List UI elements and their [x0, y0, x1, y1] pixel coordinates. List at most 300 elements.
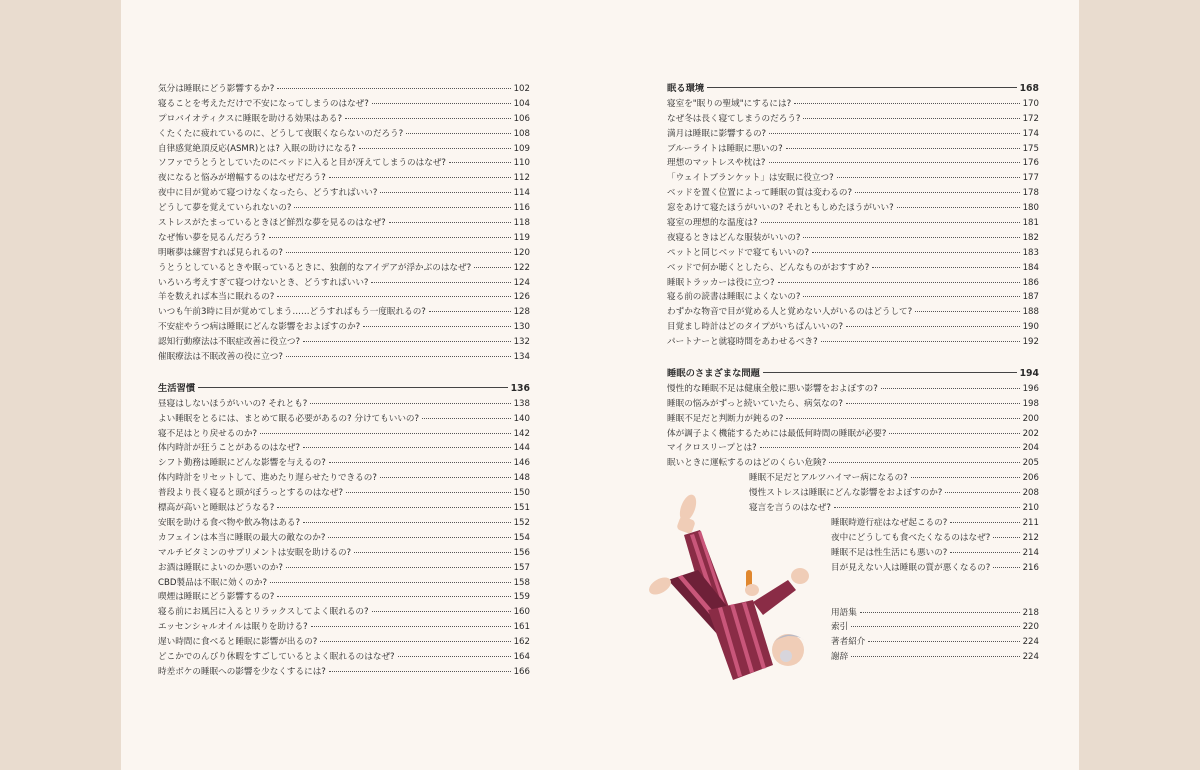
- toc-entry[interactable]: [749, 471, 1039, 486]
- leader-dots: [372, 103, 511, 104]
- toc-entry[interactable]: [667, 156, 1039, 171]
- entry-page: 110: [513, 158, 530, 169]
- entry-title: シフト勤務は睡眠にどんな影響を与えるの?: [158, 458, 326, 469]
- toc-entry[interactable]: [667, 201, 1039, 216]
- leader-dots: [868, 641, 1019, 642]
- leader-dots: [270, 582, 511, 583]
- entry-page: 170: [1022, 98, 1039, 109]
- leader-dots: [371, 282, 510, 283]
- entry-title: エッセンシャルオイルは眠りを助ける?: [158, 622, 308, 633]
- toc-entry[interactable]: [158, 397, 530, 412]
- entry-page: 214: [1022, 547, 1039, 558]
- entry-title: 羊を数えれば本当に眠れるの?: [158, 292, 275, 303]
- leader-dots: [851, 656, 1019, 657]
- entry-title: 目覚まし時計はどのタイプがいちばんいいの?: [667, 322, 844, 333]
- leader-dots: [422, 418, 511, 419]
- entry-page: 192: [1022, 337, 1039, 348]
- leader-dots: [363, 326, 510, 327]
- leader-dots: [303, 447, 511, 448]
- toc-section-head-problems[interactable]: [667, 367, 1039, 382]
- leader-dots: [860, 612, 1020, 613]
- toc-entry[interactable]: [158, 665, 530, 680]
- leader-dots: [346, 492, 511, 493]
- toc-entry[interactable]: [831, 650, 1039, 665]
- entry-page: 161: [513, 622, 530, 633]
- entry-page: 218: [1022, 607, 1039, 618]
- leader-dots: [778, 282, 1020, 283]
- entry-title: くたくたに疲れているのに、どうして夜眠くならないのだろう?: [158, 128, 404, 139]
- entry-page: 187: [1022, 292, 1039, 303]
- toc-entry[interactable]: [831, 561, 1039, 576]
- entry-title: 不安症やうつ病は睡眠にどんな影響をおよぼすのか?: [158, 322, 361, 333]
- entry-page: 211: [1022, 517, 1039, 528]
- entry-title: 寝言を言うのはなぜ?: [749, 503, 831, 514]
- toc-entry[interactable]: [158, 516, 530, 531]
- entry-page: 166: [513, 666, 530, 677]
- entry-title: ソファでうとうとしていたのにベッドに入ると目が冴えてしまうのはなぜ?: [158, 158, 446, 169]
- toc-entry[interactable]: [667, 320, 1039, 335]
- leader-dots: [812, 252, 1020, 253]
- entry-page: 102: [513, 84, 530, 94]
- leader-dots: [311, 626, 511, 627]
- entry-title: ブルーライトは睡眠に悪いの?: [667, 143, 783, 154]
- leader-dots: [803, 237, 1019, 238]
- entry-page: 160: [513, 607, 530, 618]
- leader-line: [198, 387, 507, 388]
- entry-title: 満月は睡眠に影響するの?: [667, 128, 767, 139]
- entry-title: 催眠療法は不眠改善の役に立つ?: [158, 352, 283, 363]
- toc-entry[interactable]: [831, 620, 1039, 635]
- entry-title: ベッドで何か聴くとしたら、どんなものがおすすめ?: [667, 262, 870, 273]
- leader-dots: [277, 507, 510, 508]
- entry-title: 体内時計が狂うことがあるのはなぜ?: [158, 443, 301, 454]
- leader-dots: [303, 522, 511, 523]
- toc-entry[interactable]: [158, 441, 530, 456]
- toc-entry[interactable]: [158, 335, 530, 350]
- entry-title: 睡眠不足は性生活にも悪いの?: [831, 547, 948, 558]
- entry-page: 198: [1022, 398, 1039, 409]
- toc-entry[interactable]: [158, 142, 530, 157]
- entry-page: 119: [513, 232, 530, 243]
- toc-left-column: [158, 82, 530, 680]
- toc-entry[interactable]: [667, 142, 1039, 157]
- entry-page: 142: [513, 428, 530, 439]
- leader-dots: [294, 207, 510, 208]
- toc-entry[interactable]: [158, 531, 530, 546]
- entry-page: 118: [513, 218, 530, 229]
- toc-entry[interactable]: [158, 156, 530, 171]
- toc-entry[interactable]: [158, 486, 530, 501]
- entry-title: 「ウェイトブランケット」は安眠に役立つ?: [667, 173, 834, 184]
- entry-page: 128: [513, 307, 530, 318]
- toc-section-head-environment[interactable]: [667, 82, 1039, 97]
- leader-dots: [310, 403, 510, 404]
- entry-title: 自律感覚絶頂反応(ASMR)とは? 入眠の助けになる?: [158, 143, 356, 154]
- toc-entry[interactable]: [158, 412, 530, 427]
- entry-page: 162: [513, 637, 530, 648]
- toc-entry[interactable]: [158, 231, 530, 246]
- entry-title: 寝室を"眠りの聖域"にするには?: [667, 98, 792, 109]
- toc-entry[interactable]: [158, 305, 530, 320]
- entry-page: 212: [1022, 532, 1039, 543]
- leader-dots: [786, 418, 1019, 419]
- entry-page: 152: [513, 517, 530, 528]
- entry-page: 183: [1022, 247, 1039, 258]
- toc-entry[interactable]: [667, 335, 1039, 350]
- section-page: 168: [1019, 83, 1039, 94]
- leader-dots: [950, 522, 1019, 523]
- entry-page: 154: [513, 532, 530, 543]
- leader-dots: [872, 267, 1019, 268]
- leader-dots: [945, 492, 1019, 493]
- section-page: 136: [510, 382, 530, 394]
- entry-page: 224: [1022, 652, 1039, 663]
- entry-page: 151: [513, 503, 530, 514]
- entry-page: 186: [1022, 277, 1039, 288]
- leader-dots: [829, 462, 1019, 463]
- leader-dots: [286, 252, 511, 253]
- entry-page: 150: [513, 488, 530, 499]
- leader-dots: [950, 552, 1019, 553]
- toc-entry[interactable]: [158, 290, 530, 305]
- section-page: 194: [1019, 368, 1039, 380]
- entry-title: ペットと同じベッドで寝てもいいの?: [667, 247, 810, 258]
- entry-title: 夜中に目が覚めて寝つけなくなったら、どうすればいい?: [158, 188, 378, 199]
- entry-page: 178: [1022, 188, 1039, 199]
- entry-title: CBD製品は不眠に効くのか?: [158, 577, 268, 588]
- leader-line: [707, 87, 1016, 88]
- leader-dots: [429, 311, 511, 312]
- entry-title: 普段より長く寝ると頭がぼうっとするのはなぜ?: [158, 488, 344, 499]
- leader-dots: [372, 611, 511, 612]
- entry-page: 200: [1022, 413, 1039, 424]
- toc-entry[interactable]: [158, 97, 530, 112]
- toc-entry[interactable]: [667, 127, 1039, 142]
- leader-dots: [269, 237, 511, 238]
- toc-entry[interactable]: [158, 246, 530, 261]
- leader-dots: [803, 118, 1019, 119]
- entry-title: 寝ることを考えただけで不安になってしまうのはなぜ?: [158, 98, 369, 109]
- section-title: 眠る環境: [667, 83, 705, 94]
- leader-dots: [761, 222, 1020, 223]
- entry-page: 220: [1022, 622, 1039, 633]
- toc-entry[interactable]: [158, 320, 530, 335]
- leader-dots: [303, 341, 511, 342]
- leader-dots: [329, 462, 511, 463]
- toc-entry[interactable]: [158, 605, 530, 620]
- toc-entry[interactable]: [158, 82, 530, 97]
- toc-entry[interactable]: [158, 276, 530, 291]
- entry-page: 122: [513, 262, 530, 273]
- leader-dots: [406, 133, 510, 134]
- entry-title: 睡眠トラッカーは役に立つ?: [667, 277, 775, 288]
- leader-line: [763, 372, 1017, 373]
- entry-title: ベッドを置く位置によって睡眠の質は変わるの?: [667, 188, 853, 199]
- toc-entry[interactable]: [158, 201, 530, 216]
- toc-entry[interactable]: [667, 382, 1039, 397]
- toc-entry[interactable]: [158, 650, 530, 665]
- entry-page: 164: [513, 651, 530, 662]
- entry-page: 108: [513, 128, 530, 139]
- entry-page: 224: [1022, 637, 1039, 648]
- leader-dots: [851, 626, 1019, 627]
- toc-entry[interactable]: [667, 305, 1039, 320]
- entry-page: 182: [1022, 232, 1039, 243]
- entry-title: 謝辞: [831, 652, 849, 663]
- leader-dots: [837, 177, 1020, 178]
- toc-entry[interactable]: [158, 261, 530, 276]
- entry-page: 188: [1022, 307, 1039, 318]
- leader-dots: [897, 207, 1020, 208]
- entry-title: 夜になると悩みが増幅するのはなぜだろう?: [158, 173, 326, 184]
- leader-dots: [786, 148, 1020, 149]
- entry-title: わずかな物音で目が覚める人と覚めない人がいるのはどうして?: [667, 307, 913, 318]
- entry-title: 索引: [831, 622, 849, 633]
- toc-entry[interactable]: [667, 97, 1039, 112]
- entry-page: 124: [513, 277, 530, 288]
- entry-title: なぜ怖い夢を見るんだろう?: [158, 232, 266, 243]
- entry-title: 寝不足はとり戻せるのか?: [158, 428, 258, 439]
- toc-entry[interactable]: [667, 276, 1039, 291]
- toc-entry[interactable]: [667, 112, 1039, 127]
- entry-page: 106: [513, 113, 530, 124]
- toc-entry[interactable]: [667, 231, 1039, 246]
- section-title: 睡眠のさまざまな問題: [667, 368, 760, 380]
- entry-page: 216: [1022, 562, 1039, 573]
- toc-entry[interactable]: [667, 412, 1039, 427]
- leader-dots: [993, 537, 1019, 538]
- leader-dots: [286, 356, 511, 357]
- toc-entry[interactable]: [158, 112, 530, 127]
- toc-entry[interactable]: [667, 456, 1039, 471]
- toc-entry[interactable]: [158, 171, 530, 186]
- entry-title: どこかでのんびり休暇をすごしているとよく眠れるのはなぜ?: [158, 651, 395, 662]
- entry-page: 130: [513, 322, 530, 333]
- leader-dots: [993, 567, 1019, 568]
- leader-dots: [889, 433, 1019, 434]
- toc-entry[interactable]: [158, 350, 530, 365]
- toc-entry[interactable]: [158, 576, 530, 591]
- entry-title: 気分は睡眠にどう影響するか?: [158, 84, 275, 94]
- entry-page: 174: [1022, 128, 1039, 139]
- entry-page: 177: [1022, 173, 1039, 184]
- toc-entry[interactable]: [667, 216, 1039, 231]
- entry-page: 132: [513, 337, 530, 348]
- entry-page: 206: [1022, 473, 1039, 484]
- toc-group-backmatter: [831, 606, 1039, 666]
- entry-title: 体が調子よく機能するためには最低何時間の睡眠が必要?: [667, 428, 887, 439]
- entry-title: ストレスがたまっているときほど鮮烈な夢を見るのはなぜ?: [158, 218, 386, 229]
- toc-entry[interactable]: [158, 456, 530, 471]
- entry-page: 116: [513, 203, 530, 214]
- entry-title: いろいろ考えすぎて寝つけないとき、どうすればいい?: [158, 277, 369, 288]
- falling-person-illustration: [638, 490, 818, 690]
- leader-dots: [769, 162, 1020, 163]
- leader-dots: [380, 477, 511, 478]
- entry-page: 148: [513, 473, 530, 484]
- leader-dots: [911, 477, 1020, 478]
- toc-entry[interactable]: [158, 186, 530, 201]
- entry-page: 184: [1022, 262, 1039, 273]
- leader-dots: [320, 641, 510, 642]
- entry-page: 180: [1022, 203, 1039, 214]
- entry-page: 172: [1022, 113, 1039, 124]
- entry-title: 理想のマットレスや枕は?: [667, 158, 766, 169]
- leader-dots: [794, 103, 1019, 104]
- leader-dots: [769, 133, 1020, 134]
- toc-entry[interactable]: [667, 290, 1039, 305]
- leader-dots: [855, 192, 1020, 193]
- toc-entry[interactable]: [158, 127, 530, 142]
- toc-entry[interactable]: [667, 171, 1039, 186]
- leader-dots: [389, 222, 511, 223]
- leader-dots: [398, 656, 511, 657]
- entry-title: 昼寝はしないほうがいいの? それとも?: [158, 398, 308, 409]
- leader-dots: [329, 671, 511, 672]
- entry-title: 明晰夢は練習すれば見られるの?: [158, 247, 283, 258]
- toc-entry[interactable]: [667, 261, 1039, 276]
- toc-entry[interactable]: [158, 590, 530, 605]
- entry-title: いつも午前3時に目が覚めてしまう……どうすればもう一度眠れるの?: [158, 307, 426, 318]
- book-spread: [121, 0, 1079, 770]
- entry-page: 159: [513, 592, 530, 603]
- toc-entry[interactable]: [667, 441, 1039, 456]
- entry-page: 205: [1022, 458, 1039, 469]
- toc-entry[interactable]: [158, 427, 530, 442]
- toc-entry[interactable]: [158, 471, 530, 486]
- entry-title: パートナーと就寝時間をあわせるべき?: [667, 337, 818, 348]
- entry-page: 114: [513, 188, 530, 199]
- entry-title: 喫煙は睡眠にどう影響するの?: [158, 592, 275, 603]
- toc-entry[interactable]: [158, 216, 530, 231]
- toc-entry[interactable]: [831, 635, 1039, 650]
- entry-title: 眠いときに運転するのはどのくらい危険?: [667, 458, 827, 469]
- entry-title: 睡眠不足だと判断力が鈍るの?: [667, 413, 784, 424]
- entry-title: 夜中にどうしても食べたくなるのはなぜ?: [831, 532, 991, 543]
- leader-dots: [821, 341, 1020, 342]
- entry-page: 112: [513, 173, 530, 184]
- leader-dots: [277, 596, 510, 597]
- leader-dots: [286, 567, 511, 568]
- leader-dots: [915, 311, 1019, 312]
- entry-page: 134: [513, 352, 530, 363]
- entry-page: 144: [513, 443, 530, 454]
- entry-page: 210: [1022, 503, 1039, 514]
- entry-title: 慢性的な睡眠不足は健康全般に悪い影響をおよぼすの?: [667, 383, 878, 394]
- entry-title: 寝る前にお風呂に入るとリラックスしてよく眠れるの?: [158, 607, 369, 618]
- entry-page: 157: [513, 562, 530, 573]
- entry-page: 138: [513, 398, 530, 409]
- leader-dots: [449, 162, 511, 163]
- entry-title: 目が見えない人は睡眠の質が悪くなるの?: [831, 562, 991, 573]
- toc-entry[interactable]: [158, 635, 530, 650]
- entry-title: よい睡眠をとるには、まとめて眠る必要があるの? 分けてもいいの?: [158, 413, 420, 424]
- leader-dots: [881, 388, 1020, 389]
- entry-title: 慢性ストレスは睡眠にどんな影響をおよぼすのか?: [749, 488, 943, 499]
- leader-dots: [277, 88, 510, 89]
- entry-title: 睡眠不足だとアルツハイマー病になるの?: [749, 473, 908, 484]
- entry-title: カフェインは本当に睡眠の最大の敵なのか?: [158, 532, 326, 543]
- leader-dots: [277, 296, 510, 297]
- entry-title: 寝る前の読書は睡眠によくないの?: [667, 292, 801, 303]
- entry-title: 認知行動療法は不眠症改善に役立つ?: [158, 337, 301, 348]
- entry-page: 204: [1022, 443, 1039, 454]
- entry-title: プロバイオティクスに睡眠を助ける効果はある?: [158, 113, 342, 124]
- entry-title: 体内時計をリセットして、進めたり遅らせたりできるの?: [158, 473, 377, 484]
- leader-dots: [760, 447, 1020, 448]
- entry-title: 時差ボケの睡眠への影響を少なくするには?: [158, 666, 326, 677]
- toc-entry[interactable]: [831, 606, 1039, 621]
- leader-dots: [380, 192, 510, 193]
- entry-page: 126: [513, 292, 530, 303]
- entry-page: 196: [1022, 383, 1039, 394]
- entry-title: 夜寝るときはどんな服装がいいの?: [667, 232, 801, 243]
- entry-title: お酒は睡眠によいのか悪いのか?: [158, 562, 283, 573]
- toc-group-environment: [667, 97, 1039, 350]
- entry-title: 窓をあけて寝たほうがいいの? それともしめたほうがいい?: [667, 203, 894, 214]
- toc-entry[interactable]: [667, 186, 1039, 201]
- entry-title: 睡眠の悩みがずっと続いていたら、病気なの?: [667, 398, 843, 409]
- toc-entry[interactable]: [831, 546, 1039, 561]
- toc-group-problems: [667, 382, 1039, 471]
- entry-title: マルチビタミンのサプリメントは安眠を助けるの?: [158, 547, 352, 558]
- toc-entry[interactable]: [158, 501, 530, 516]
- entry-title: なぜ冬は長く寝てしまうのだろう?: [667, 113, 801, 124]
- leader-dots: [260, 433, 511, 434]
- toc-entry[interactable]: [831, 531, 1039, 546]
- entry-page: 176: [1022, 158, 1039, 169]
- entry-page: 181: [1022, 218, 1039, 229]
- entry-page: 140: [513, 413, 530, 424]
- leader-dots: [846, 326, 1020, 327]
- leader-dots: [474, 267, 510, 268]
- leader-dots: [354, 552, 510, 553]
- entry-page: 146: [513, 458, 530, 469]
- toc-group-lifestyle: [158, 397, 530, 680]
- toc-entry[interactable]: [158, 620, 530, 635]
- toc-entry[interactable]: [667, 427, 1039, 442]
- toc-entry[interactable]: [667, 397, 1039, 412]
- leader-dots: [803, 296, 1019, 297]
- toc-entry[interactable]: [158, 561, 530, 576]
- entry-page: 202: [1022, 428, 1039, 439]
- leader-dots: [834, 507, 1020, 508]
- entry-title: どうして夢を覚えていられないの?: [158, 203, 292, 214]
- entry-title: マイクロスリープとは?: [667, 443, 757, 454]
- entry-title: 安眠を助ける食べ物や飲み物はある?: [158, 517, 301, 528]
- toc-entry[interactable]: [831, 516, 1039, 531]
- toc-section-head-lifestyle[interactable]: [158, 382, 530, 397]
- entry-page: 190: [1022, 322, 1039, 333]
- entry-title: 標高が高いと睡眠はどうなる?: [158, 503, 275, 514]
- toc-entry[interactable]: [667, 246, 1039, 261]
- entry-page: 120: [513, 247, 530, 258]
- section-title: 生活習慣: [158, 382, 196, 394]
- entry-page: 158: [513, 577, 530, 588]
- entry-title: 睡眠時遊行症はなぜ起こるの?: [831, 517, 948, 528]
- toc-entry[interactable]: [158, 546, 530, 561]
- leader-dots: [846, 403, 1020, 404]
- leader-dots: [328, 537, 510, 538]
- entry-page: 104: [513, 98, 530, 109]
- entry-title: 寝室の理想的な温度は?: [667, 218, 758, 229]
- entry-page: 175: [1022, 143, 1039, 154]
- leader-dots: [329, 177, 511, 178]
- entry-page: 109: [513, 143, 530, 154]
- leader-dots: [345, 118, 511, 119]
- leader-dots: [359, 148, 511, 149]
- entry-title: 著者紹介: [831, 637, 866, 648]
